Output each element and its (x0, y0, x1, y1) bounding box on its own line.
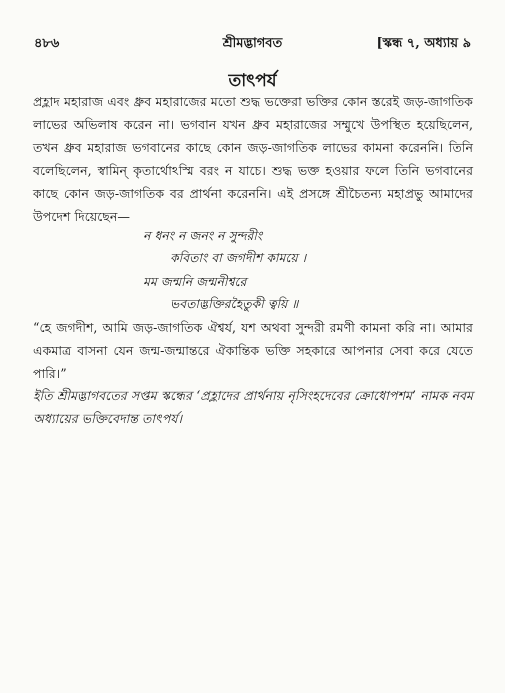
page-number: ৪৮৬ (34, 36, 60, 51)
chapter-reference: [স্কন্ধ ৭, অধ্যায় ৯ (376, 36, 471, 51)
verse-line-2: কবিতাং বা জগদীশ কাময়ে । (170, 250, 307, 265)
purport-paragraph-1: প্রহ্লাদ মহারাজ এবং ধ্রুব মহারাজের মতো শুদ্ধ ভক্তেরা ভক্তির কোন স্তরেই জড়-জাগতিক লাভের অভিলাষ করেন না। ভগবান যখন ধ্রুব মহারাজের সম্মুখে উপস্থিত হয়েছিলেন, তখন ধ্রুব মহারাজ ভগবানের কাছে কোন জড়-জাগতিক লাভের কামনা করেননি। তিনি বলেছিলেন, স্বামিন্ কৃতার্থোঽস্মি বরং ন যাচে। শুদ্ধ ভক্ত হওয়ার ফলে তিনি ভগবানের কাছে কোন জড়-জাগতিক বর প্রার্থনা করেননি। এই প্রসঙ্গে শ্রীচৈতন্য মহাপ্রভু আমাদের উপদেশ দিয়েছেন— (33, 94, 473, 224)
verse-translation: “হে জগদীশ, আমি জড়-জাগতিক ঐশ্বর্য, যশ অথবা সুন্দরী রমণী কামনা করি না। আমার একমাত্র বাসনা যেন জন্ম-জন্মান্তরে ঐকান্তিক ভক্তি সহকারে আপনার সেবা করে যেতে পারি।” (33, 320, 473, 381)
running-title: শ্রীমদ্ভাগবত (222, 36, 283, 51)
verse-line-1: ন ধনং ন জনং ন সুন্দরীং (143, 228, 263, 243)
verse-line-3: মম জন্মনি জন্মনীশ্বরে (143, 274, 247, 289)
verse-line-4: ভবতাদ্ভক্তিরহৈতুকী ত্বয়ি ॥ (170, 296, 299, 311)
purport-heading: তাৎপর্য (228, 71, 277, 91)
chapter-closing-note: ইতি শ্রীমদ্ভাগবতের সপ্তম স্কন্ধের ‘প্রহ্লাদের প্রার্থনায় নৃসিংহদেবের ক্রোধোপশম’ নামক নবম অধ্যায়ের ভক্তিবেদান্ত তাৎপর্য। (33, 388, 473, 426)
